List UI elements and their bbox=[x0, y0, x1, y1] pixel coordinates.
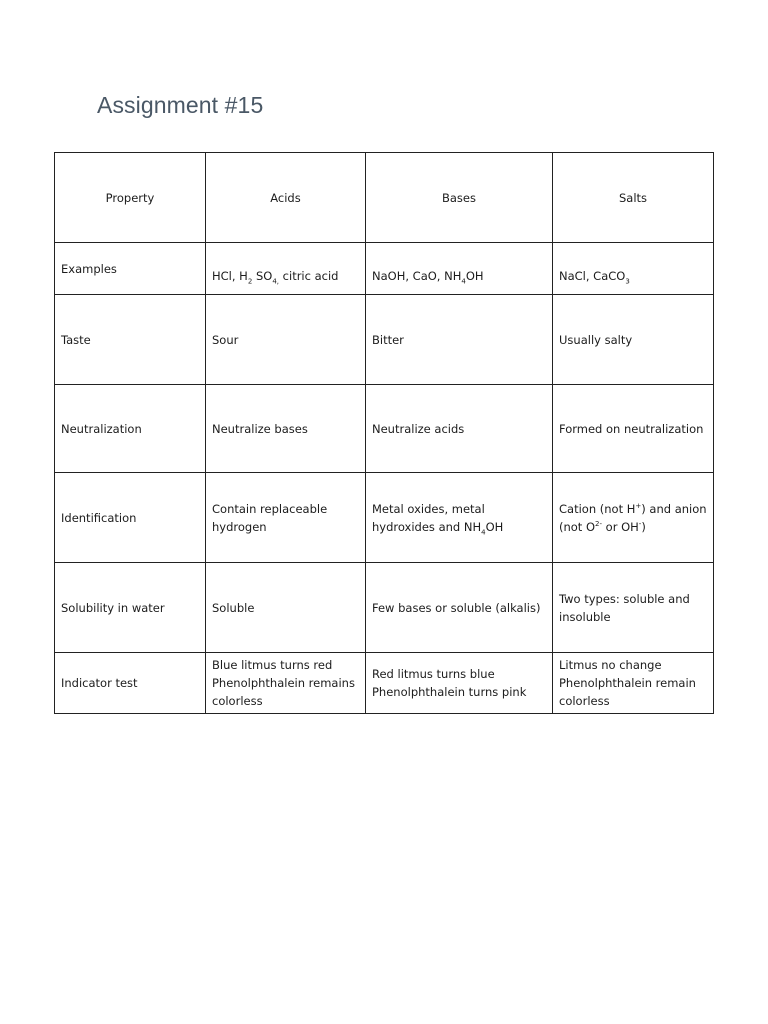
table-row bbox=[55, 385, 714, 473]
acids-taste-cell: Sour bbox=[206, 295, 366, 385]
salts-indicator-cell: Litmus no change Phenolphthalein remain colorless bbox=[553, 653, 714, 714]
salts-solubility-cell: Two types: soluble and insoluble bbox=[553, 563, 714, 653]
acids-indicator-cell: Blue litmus turns red Phenolphthalein remains colorless bbox=[206, 653, 366, 714]
salts-neutralization-cell: Formed on neutralization bbox=[553, 385, 714, 473]
row-label-indicator: Indicator test bbox=[55, 653, 206, 714]
acids-examples-cell: HCl, $H_2$ $SO_{4,}$ citric acid bbox=[206, 243, 366, 295]
salts-taste-cell: Usually salty bbox=[553, 295, 714, 385]
properties-table bbox=[54, 152, 714, 714]
page-title: Assignment #15 bbox=[97, 92, 264, 118]
salts-identification-cell: Cation (not H+) and anion (not $O^{2-}$ or OH-) bbox=[553, 473, 714, 563]
header-salts: Salts bbox=[553, 153, 714, 243]
acids-identification-cell: Contain replaceable hydrogen bbox=[206, 473, 366, 563]
bases-indicator-cell: Red litmus turns blue Phenolphthalein turns pink bbox=[366, 653, 553, 714]
header-property: Property bbox=[55, 153, 206, 243]
salts-examples-cell: NaCl, CaCO$_3$ bbox=[553, 243, 714, 295]
header-bases: Bases bbox=[366, 153, 553, 243]
row-label-identification: Identification bbox=[55, 473, 206, 563]
acids-neutralization-cell: Neutralize bases bbox=[206, 385, 366, 473]
table-row bbox=[55, 243, 714, 295]
table-row bbox=[55, 563, 714, 653]
table-row bbox=[55, 295, 714, 385]
bases-examples-cell: NaOH, CaO, $NH_4OH$ bbox=[366, 243, 553, 295]
table-header-row bbox=[55, 153, 714, 243]
bases-solubility-cell: Few bases or soluble (alkalis) bbox=[366, 563, 553, 653]
table-row bbox=[55, 473, 714, 563]
header-acids: Acids bbox=[206, 153, 366, 243]
bases-taste-cell: Bitter bbox=[366, 295, 553, 385]
row-label-solubility: Solubility in water bbox=[55, 563, 206, 653]
row-label-examples: Examples bbox=[55, 243, 206, 295]
table-row bbox=[55, 653, 714, 714]
row-label-taste: Taste bbox=[55, 295, 206, 385]
row-label-neutralization: Neutralization bbox=[55, 385, 206, 473]
bases-identification-cell: Metal oxides, metal hydroxides and $NH_4OH$ bbox=[366, 473, 553, 563]
bases-neutralization-cell: Neutralize acids bbox=[366, 385, 553, 473]
acids-solubility-cell: Soluble bbox=[206, 563, 366, 653]
